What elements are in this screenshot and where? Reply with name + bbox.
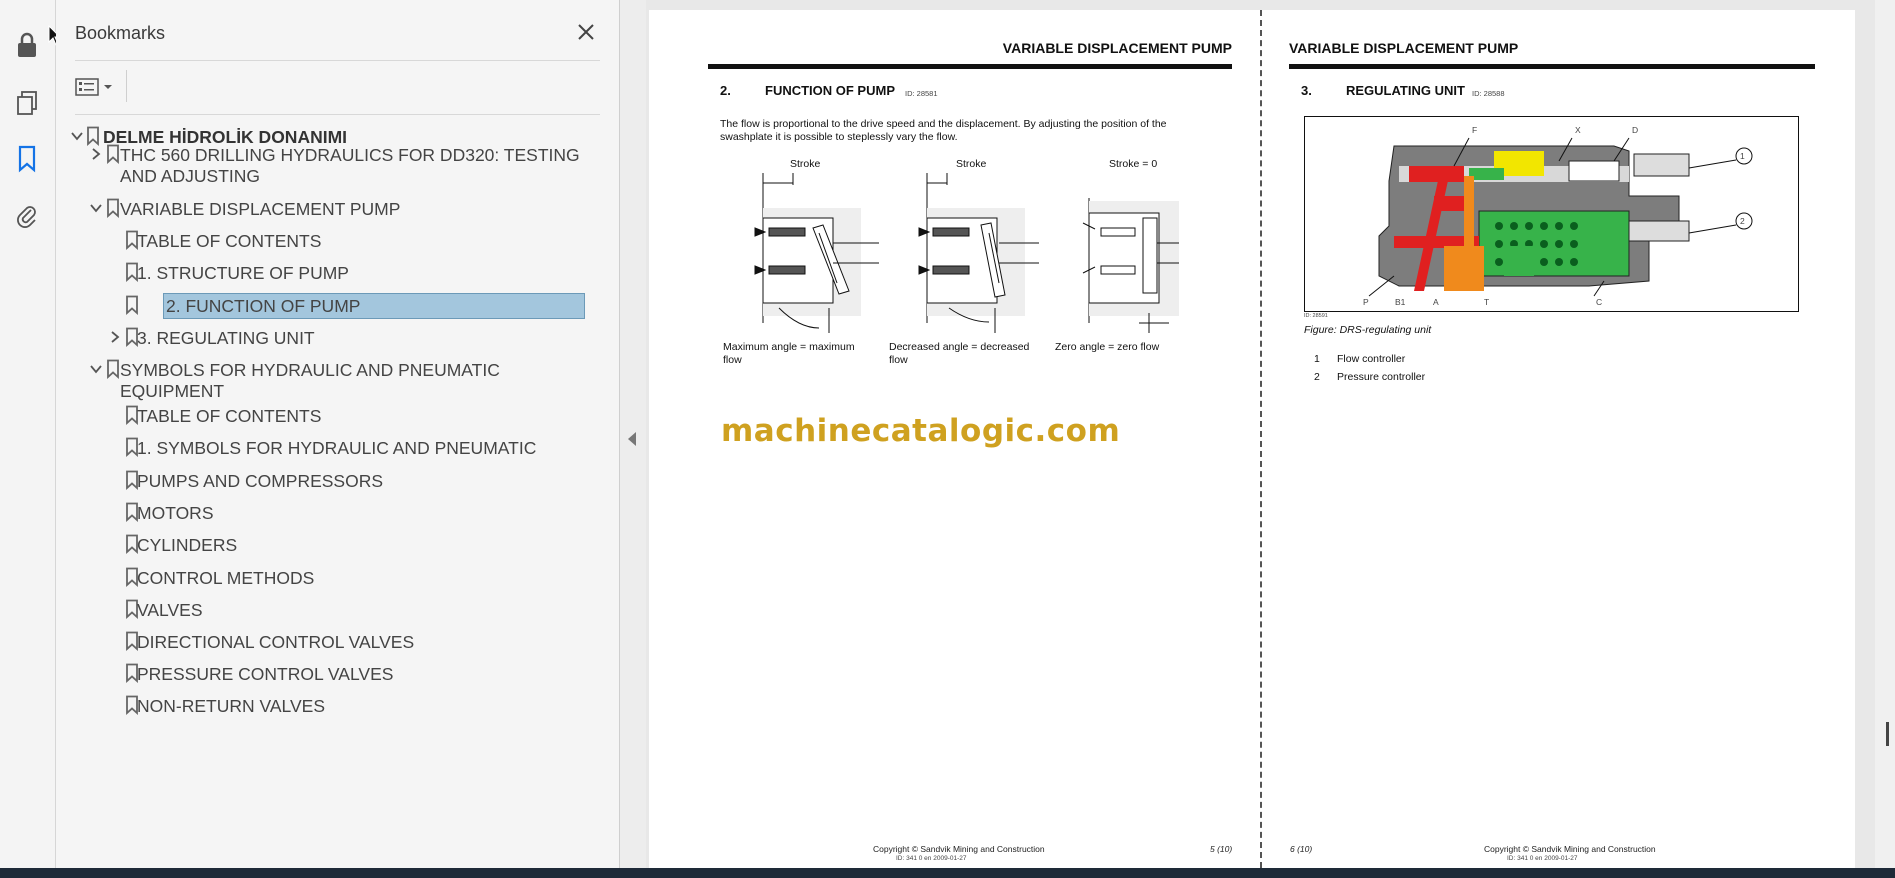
bookmark-label: CYLINDERS xyxy=(137,535,238,555)
bookmark-label: 1. STRUCTURE OF PUMP xyxy=(137,263,349,283)
collapse-panel-icon[interactable] xyxy=(628,432,636,446)
callout-t: T xyxy=(1484,297,1490,307)
bookmark-label: CONTROL METHODS xyxy=(137,568,315,588)
bookmark-item[interactable] xyxy=(56,498,590,528)
bookmark-item[interactable] xyxy=(56,691,590,721)
bookmark-label: 2. FUNCTION OF PUMP xyxy=(164,294,584,318)
bookmark-label-continued: AND ADJUSTING xyxy=(120,166,261,186)
document-scrollbar-thumb[interactable] xyxy=(1886,722,1889,746)
page-number: 6 (10) xyxy=(1290,844,1313,854)
diagram-caption: flow xyxy=(889,354,908,366)
callout-d: D xyxy=(1632,125,1639,135)
diagram-top-label: Stroke xyxy=(790,158,821,170)
chevron-right-icon[interactable] xyxy=(108,330,122,344)
callout-2: 2 xyxy=(1740,216,1745,226)
regulating-unit-figure xyxy=(1304,116,1799,312)
header-rule xyxy=(708,64,1232,69)
legend-text: Pressure controller xyxy=(1337,371,1426,383)
bookmark-label: DELME HİDROLİK DONANIMI xyxy=(103,127,348,147)
chevron-right-icon[interactable] xyxy=(89,147,103,161)
legend-num: 1 xyxy=(1314,353,1320,365)
chevron-down-icon[interactable] xyxy=(89,362,103,376)
divider xyxy=(126,70,127,102)
bookmark-icon xyxy=(106,359,120,379)
figure-id: ID: 28591 xyxy=(1304,313,1328,319)
panel-title: Bookmarks xyxy=(75,23,166,43)
legend-text: Flow controller xyxy=(1337,353,1406,365)
footer-id: ID: 341 0 en 2009-01-27 xyxy=(896,855,967,862)
chevron-down-icon xyxy=(103,83,113,91)
bookmark-item[interactable] xyxy=(56,291,590,321)
footer-copyright: Copyright © Sandvik Mining and Construction xyxy=(1484,844,1656,854)
bookmark-icon xyxy=(125,295,139,315)
chevron-down-icon[interactable] xyxy=(89,201,103,215)
bookmark-label: 1. SYMBOLS FOR HYDRAULIC AND PNEUMATIC xyxy=(137,438,537,458)
bookmark-label: 3. REGULATING UNIT xyxy=(137,328,315,348)
page-divider xyxy=(1260,10,1262,868)
bookmark-item[interactable] xyxy=(56,258,590,288)
section-number: 3. xyxy=(1301,83,1312,98)
watermark-text: machinecatalogic.com xyxy=(721,413,1121,449)
footer-copyright: Copyright © Sandvik Mining and Construction xyxy=(873,844,1045,854)
bookmark-label: TABLE OF CONTENTS xyxy=(137,231,322,251)
footer-id: ID: 341 0 en 2009-01-27 xyxy=(1507,855,1578,862)
paragraph-line: The flow is proportional to the drive speed and the displacement. By adjusting the position of the xyxy=(720,118,1167,130)
bookmark-options-icon xyxy=(75,77,99,97)
bookmark-item[interactable] xyxy=(56,530,590,560)
bookmark-label: THC 560 DRILLING HYDRAULICS FOR DD320: TESTING xyxy=(120,145,580,165)
right-page-header: VARIABLE DISPLACEMENT PUMP xyxy=(1289,40,1519,56)
bookmark-label: DIRECTIONAL CONTROL VALVES xyxy=(137,632,415,652)
section-title: REGULATING UNIT xyxy=(1346,83,1465,98)
pages-icon[interactable] xyxy=(10,86,44,120)
attachment-icon[interactable] xyxy=(10,199,44,233)
callout-c: C xyxy=(1596,297,1603,307)
bookmark-label-continued: EQUIPMENT xyxy=(120,381,225,401)
bookmark-label: NON-RETURN VALVES xyxy=(137,696,325,716)
lock-icon[interactable] xyxy=(10,28,44,62)
header-rule xyxy=(1289,64,1815,69)
bookmarks-panel xyxy=(56,0,620,868)
callout-x: X xyxy=(1575,125,1581,135)
close-icon[interactable] xyxy=(574,20,598,44)
pump-diagrams xyxy=(749,173,1179,338)
callout-b1: B1 xyxy=(1395,297,1406,307)
bookmark-label: TABLE OF CONTENTS xyxy=(137,406,322,426)
figure-caption: Figure: DRS-regulating unit xyxy=(1304,324,1432,336)
bookmark-tree xyxy=(56,122,590,868)
bookmark-item[interactable] xyxy=(56,466,590,496)
bookmark-label: MOTORS xyxy=(137,503,214,523)
bookmark-item[interactable] xyxy=(56,627,590,657)
section-number: 2. xyxy=(720,83,731,98)
divider xyxy=(75,114,600,115)
bookmark-options-button[interactable] xyxy=(75,73,121,101)
bookmark-label: VALVES xyxy=(137,600,203,620)
callout-p: P xyxy=(1363,297,1369,307)
bookmark-icon xyxy=(106,198,120,218)
bookmark-item[interactable] xyxy=(56,194,590,224)
callout-f: F xyxy=(1472,125,1478,135)
callout-1: 1 xyxy=(1740,151,1745,161)
callout-a: A xyxy=(1433,297,1439,307)
section-id: ID: 28581 xyxy=(905,89,938,98)
section-title: FUNCTION OF PUMP xyxy=(765,83,895,98)
bookmark-icon[interactable] xyxy=(10,142,44,176)
section-id: ID: 28588 xyxy=(1472,89,1505,98)
tool-rail xyxy=(0,0,56,878)
bookmark-label: SYMBOLS FOR HYDRAULIC AND PNEUMATIC xyxy=(120,360,500,380)
taskbar-strip xyxy=(0,868,1895,878)
bookmark-item[interactable] xyxy=(56,433,590,463)
bookmark-label: PRESSURE CONTROL VALVES xyxy=(137,664,394,684)
diagram-caption: Maximum angle = maximum xyxy=(723,341,855,353)
diagram-top-label: Stroke = 0 xyxy=(1109,158,1158,170)
left-page-header: VARIABLE DISPLACEMENT PUMP xyxy=(1002,40,1232,56)
diagram-caption: Zero angle = zero flow xyxy=(1055,341,1160,353)
page-number: 5 (10) xyxy=(1210,844,1233,854)
bookmark-item[interactable] xyxy=(56,659,590,689)
bookmark-item[interactable] xyxy=(56,323,590,353)
diagram-caption: flow xyxy=(723,354,742,366)
bookmark-item[interactable] xyxy=(56,595,590,625)
legend-num: 2 xyxy=(1314,371,1320,383)
bookmark-item[interactable] xyxy=(56,140,590,186)
bookmark-item[interactable] xyxy=(56,563,590,593)
bookmark-icon xyxy=(106,144,120,164)
bookmark-item[interactable] xyxy=(56,355,590,401)
diagram-top-label: Stroke xyxy=(956,158,987,170)
bookmark-label: VARIABLE DISPLACEMENT PUMP xyxy=(120,199,401,219)
bookmark-item[interactable] xyxy=(56,226,590,256)
diagram-caption: Decreased angle = decreased xyxy=(889,341,1030,353)
divider xyxy=(75,60,600,61)
document-scrollbar[interactable] xyxy=(1875,0,1895,868)
paragraph-line: swashplate it is possible to steplessly vary the flow. xyxy=(720,131,958,143)
bookmark-label: PUMPS AND COMPRESSORS xyxy=(137,471,384,491)
bookmark-item[interactable] xyxy=(56,401,590,431)
